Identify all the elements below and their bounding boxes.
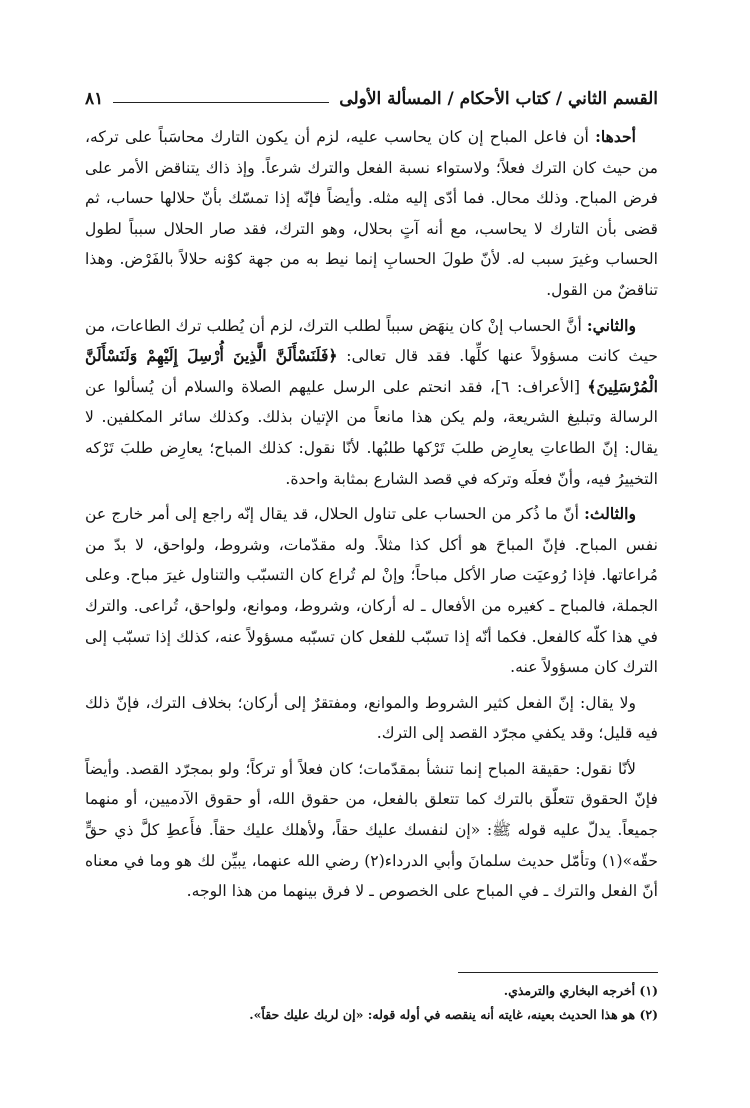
paragraph-lead: أحدها: [595, 127, 636, 146]
paragraph-first [85, 122, 658, 306]
paragraph-objection [85, 688, 658, 749]
quran-verse: ﴿فَلَنَسْأَلَنَّ الَّذِينَ أُرْسِلَ إِلَيْهِمْ وَلَنَسْأَلَنَّ الْمُرْسَلِينَ﴾ [85, 346, 659, 396]
paragraph-reply [85, 754, 658, 907]
paragraph-lead: والثاني: [586, 315, 636, 335]
paragraph-text: أنّ ما ذُكر من الحساب على تناول الحلال، قد يقال إنّه راجع إلى أمر خارج عن نفس المباح. فإنّ المباحَ هو أكل كذا مثلاً. وله مقدّمات، وشروط، ولواحق، لا بدّ من مُراعاتها. فإذا رُوعيَت صار الأكل مباحاً؛ وإنْ لم تُراع كان التسبّب والتناول غيرَ مباح. وعلى الجملة، فالمباح ـ كغيره من الأفعال ـ له أركان، وشروط، وموانع، ولواحق، تُراعى. والترك في هذا كلّه كالفعل. فكما أنّه إذا تسبّب للفعل كان تسبّبه مسؤولاً عنه، كذلك إذا تسبّب إلى الترك كان مسؤولاً عنه. [85, 505, 658, 677]
running-title: القسم الثاني / كتاب الأحكام / المسألة الأولى [339, 89, 658, 109]
paragraph-text-continued: [الأعراف: ٦]، فقد انحتم على الرسل عليهم الصلاة والسلام أن يُسألوا عن الرسالة وتبليغ الشريعة، ولم يكن هذا مانعاً من الإتيان بذلك. وكذلك سائر المكلفين. لا يقال: إنّ الطاعاتِ يعارِض طلبَ تَرْكها طلبُها. لأنّا نقول: كذلك المباح؛ يعارِض طلبَ تَرْكه التخييرُ فيه، وأنّ فعلَه وتركه في قصد الشارع بمثابة واحدة. [85, 377, 658, 488]
paragraph-text: أن فاعل المباح إن كان يحاسب عليه، لزم أن يكون التارك محاسَباً على تركه، من حيث كان الترك فعلاً؛ ولاستواء نسبة الفعل والترك شرعاً. وإذ ذاك يتناقض الأمر على فرض المباح. وذلك محال. فما أدّى إليه مثله. وأيضاً فإنّه إذا تمسّك بأنّ حلالها حساب، ثم قضى بأن التارك لا يحاسب، مع أنه آتٍ بحلال، وهو الترك، فقد صار الحلال سبباً لطول الحساب وغيرَ سبب له. لأنّ طولَ الحسابِ إنما نيط به من جهة كوْنه حلالاً بالفَرْض. وهذا تناقضٌ من القول. [85, 128, 658, 299]
header-rule [113, 102, 329, 103]
paragraph-second [85, 311, 658, 495]
page-body [85, 122, 658, 912]
paragraph-lead: والثالث: [584, 504, 636, 524]
paragraph-text: أنَّ الحساب إنْ كان ينهَض سبباً لطلب الترك، لزم أن يُطلب ترك الطاعات، من حيث كانت مسؤولاً عنها كلِّها. فقد قال تعالى: [85, 316, 658, 366]
footnote-rule [458, 972, 658, 973]
paragraph-text: لأنّا نقول: حقيقة المباح إنما تنشأ بمقدّمات؛ كان فعلاً أو تركاً؛ ولو بمجرّد القصد. وأيضاً فإنّ الحقوق تتعلّق بالترك كما تتعلق بالفعل، من حقوق الله، أو حقوق الآدميين، أو منهما جميعاً. يدلّ عليه قوله ﷺ: «إن لنفسك عليك حقاً، ولأهلك عليك حقاً. فأَعطِ كلَّ ذي حقٍّ حقّه»(١) وتأمّل حديث سلمانَ وأبي الدرداء(٢) رضي الله عنهما، يبيِّن لك هو وما في معناه أنّ الفعل والترك ـ في المباح على الخصوص ـ لا فرق بينهما من هذا الوجه. [85, 759, 658, 901]
footnotes [85, 972, 658, 1027]
footnote-1: (١) أخرجه البخاري والترمذي. [503, 983, 658, 998]
page-number: ٨١ [85, 89, 104, 109]
paragraph-text: ولا يقال: إنّ الفعل كثير الشروط والموانع، ومفتقرٌ إلى أركان؛ بخلاف الترك، فإنّ ذلك فيه قليل؛ وقد يكفي مجرّد القصد إلى الترك. [85, 693, 658, 743]
footnote-2: (٢) هو هذا الحديث بعينه، غايته أنه ينقصه في أوله قوله: «إن لربك عليك حقاً». [249, 1007, 658, 1022]
paragraph-third [85, 499, 658, 683]
page-header [85, 84, 658, 114]
